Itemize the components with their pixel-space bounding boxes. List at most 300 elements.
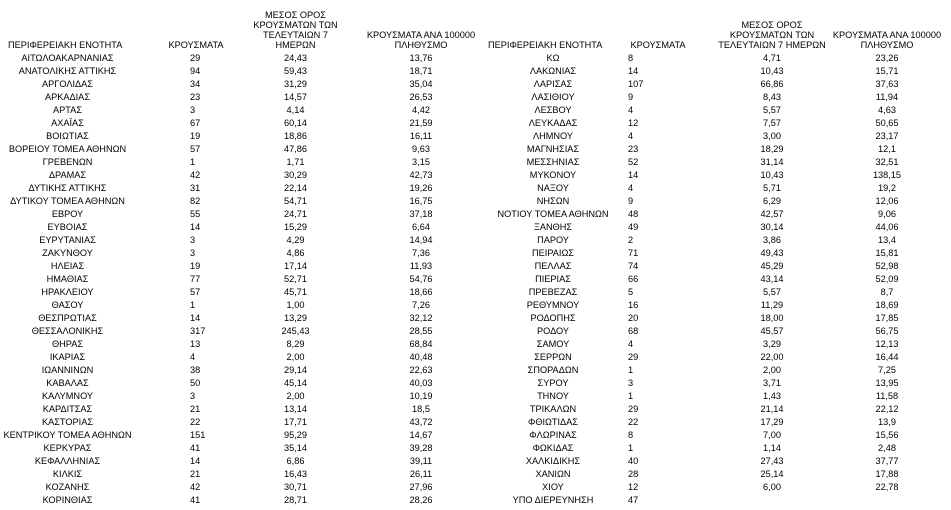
avg7-cell: 45,29 [760,261,784,271]
cases-cell: 107 [628,79,644,89]
avg7-cell: 3,29 [763,339,781,349]
region-cell: ΗΜΑΘΙΑΣ [46,274,89,284]
cases-cell: 4 [628,131,634,141]
per100k-cell: 40,03 [409,378,433,388]
cases-cell: 14 [190,222,201,232]
region-cell: ΧΑΛΚΙΔΙΚΗΣ [525,456,581,466]
avg7-cell: 4,86 [286,248,305,258]
per100k-cell: 6,64 [412,222,430,232]
cases-cell: 49 [628,222,639,232]
region-cell: ΦΛΩΡΙΝΑΣ [529,430,577,440]
region-cell: ΚΕΦΑΛΛΗΝΙΑΣ [34,456,101,466]
avg7-cell: 5,57 [763,105,781,115]
cases-cell: 1 [628,443,634,453]
cases-cell: 29 [190,53,201,63]
cases-cell: 67 [190,118,201,128]
per100k-cell: 17,88 [875,469,899,479]
per100k-cell: 15,81 [875,248,899,258]
table-row [0,286,951,299]
cases-cell: 1 [190,300,196,310]
avg7-cell: 21,14 [760,404,784,414]
cases-cell: 151 [190,430,206,440]
region-cell: ΝΟΤΙΟΥ ΤΟΜΕΑ ΑΘΗΝΩΝ [497,209,609,219]
table-row [0,468,951,481]
per100k-cell: 14,94 [409,235,433,245]
cases-cell: 29 [628,352,639,362]
region-cell: ΜΑΓΝΗΣΙΑΣ [526,144,580,154]
cases-cell: 14 [190,456,201,466]
per100k-cell: 52,09 [875,274,899,284]
per100k-cell: 54,76 [409,274,433,284]
per100k-cell: 9,06 [878,209,896,219]
avg7-cell: 17,29 [760,417,784,427]
header-region-left: ΠΕΡΙΦΕΡΕΙΑΚΗ ΕΝΟΤΗΤΑ [8,40,123,50]
region-cell: ΘΕΣΠΡΩΤΙΑΣ [38,313,97,323]
per100k-cell: 26,53 [409,92,433,102]
cases-cell: 31 [190,183,201,193]
avg7-cell: 2,00 [286,391,305,401]
cases-cell: 29 [628,404,639,414]
table-row [0,169,951,182]
per100k-cell: 16,75 [409,196,433,206]
table-row [0,338,951,351]
cases-cell: 48 [628,209,639,219]
cases-cell: 71 [628,248,639,258]
region-cell: ΚΕΡΚΥΡΑΣ [43,443,92,453]
avg7-cell: 54,71 [284,196,307,206]
per100k-cell: 13,76 [409,53,433,63]
avg7-cell [717,494,827,507]
region-cell: ΚΑΛΥΜΝΟΥ [41,391,94,401]
region-cell: ΗΛΕΙΑΣ [50,261,85,271]
cases-cell: 4 [628,339,634,349]
region-cell: ΣΠΟΡΑΔΩΝ [527,365,579,375]
per100k-cell: 11,94 [875,92,899,102]
region-cell: ΖΑΚΥΝΘΟΥ [42,248,93,258]
per100k-cell: 68,84 [409,339,433,349]
cases-cell: 34 [190,79,201,89]
region-cell: ΚΩ [546,53,560,63]
table-row [0,117,951,130]
avg7-cell: 45,57 [760,326,784,336]
header-per100k-left: ΚΡΟΥΣΜΑΤΑ ΑΝΑ 100000 ΠΛΗΘΥΣΜΟ [366,30,476,50]
avg7-cell: 1,14 [763,443,781,453]
region-cell: ΕΒΡΟΥ [51,209,84,219]
region-cell: ΑΧΑΪΑΣ [51,118,84,128]
per100k-cell [826,494,948,507]
per100k-cell: 21,59 [409,118,433,128]
region-cell: ΔΥΤΙΚΗΣ ΑΤΤΙΚΗΣ [28,183,107,193]
table-row [0,195,951,208]
avg7-cell: 7,57 [763,118,781,128]
cases-cell: 66 [628,274,639,284]
per100k-cell: 9,63 [412,144,430,154]
per100k-cell: 10,19 [409,391,433,401]
cases-cell: 21 [190,404,201,414]
per100k-cell: 23,26 [875,53,899,63]
region-cell: ΘΑΣΟΥ [51,300,84,310]
avg7-cell: 5,71 [763,183,781,193]
per100k-cell: 28,26 [409,495,433,505]
per100k-cell: 18,69 [875,300,899,310]
region-cell: ΚΟΖΑΝΗΣ [45,482,90,492]
per100k-cell: 15,71 [875,66,899,76]
per100k-cell: 22,78 [875,482,899,492]
table-row [0,143,951,156]
avg7-cell: 18,29 [760,144,784,154]
table-row [0,351,951,364]
avg7-cell: 45,14 [284,378,307,388]
table-row [0,234,951,247]
cases-cell: 55 [190,209,201,219]
per100k-cell: 26,11 [409,469,433,479]
cases-cell: 52 [628,157,639,167]
cases-cell: 3 [628,378,634,388]
region-cell: ΙΩΑΝΝΙΝΩΝ [41,365,94,375]
cases-cell: 1 [628,391,634,401]
region-cell: ΑΙΤΩΛΟΑΚΑΡΝΑΝΙΑΣ [21,53,114,63]
per100k-cell: 7,36 [412,248,430,258]
region-cell: ΧΑΝΙΩΝ [535,469,571,479]
header-avg7-right: ΜΕΣΟΣ ΟΡΟΣ ΚΡΟΥΣΜΑΤΩΝ ΤΩΝ ΤΕΛΕΥΤΑΙΩΝ 7 ΗΜΕΡΩΝ [718,20,826,50]
avg7-cell: 30,29 [284,170,307,180]
avg7-cell: 13,29 [284,313,307,323]
region-cell: ΠΙΕΡΙΑΣ [535,274,571,284]
region-cell: ΛΕΣΒΟΥ [534,105,572,115]
cases-cell: 5 [628,287,634,297]
per100k-cell: 35,04 [409,79,433,89]
per100k-cell: 12,13 [875,339,899,349]
cases-cell: 38 [190,365,201,375]
region-cell: ΦΩΚΙΔΑΣ [532,443,574,453]
per100k-cell: 56,75 [875,326,899,336]
per100k-cell: 14,67 [409,430,433,440]
cases-cell: 42 [190,482,201,492]
cases-cell: 82 [190,196,201,206]
table-row [0,273,951,286]
per100k-cell: 18,71 [409,66,433,76]
region-cell: ΚΕΝΤΡΙΚΟΥ ΤΟΜΕΑ ΑΘΗΝΩΝ [3,430,132,440]
cases-cell: 1 [190,157,196,167]
cases-cell: 23 [628,144,639,154]
region-cell: ΧΙΟΥ [542,482,564,492]
region-cell: ΠΕΛΛΑΣ [534,261,572,271]
avg7-cell: 4,14 [286,105,305,115]
cases-cell: 1 [628,365,634,375]
avg7-cell: 95,29 [284,430,307,440]
table-row [0,481,951,494]
region-cell: ΕΥΡΥΤΑΝΙΑΣ [39,235,96,245]
table-row [0,156,951,169]
region-cell: ΤΗΝΟΥ [537,391,569,401]
per100k-cell: 16,44 [875,352,899,362]
region-cell: ΛΑΡΙΣΑΣ [533,79,573,89]
avg7-cell: 3,71 [763,378,781,388]
cases-cell: 3 [190,248,196,258]
avg7-cell: 35,14 [284,443,307,453]
avg7-cell: 10,43 [760,170,784,180]
avg7-cell: 47,86 [284,144,307,154]
per100k-cell: 22,63 [409,365,433,375]
per100k-cell: 13,9 [878,417,896,427]
avg7-cell: 59,43 [284,66,307,76]
per100k-cell: 7,26 [412,300,430,310]
per100k-cell: 13,4 [878,235,896,245]
cases-cell: 317 [190,326,206,336]
avg7-cell: 15,29 [284,222,307,232]
table-row [0,104,951,117]
header-cases-left: ΚΡΟΥΣΜΑΤΑ [168,40,224,50]
region-cell: ΠΡΕΒΕΖΑΣ [528,287,578,297]
avg7-cell: 14,57 [284,92,307,102]
region-cell: ΣΑΜΟΥ [536,339,570,349]
avg7-cell: 22,14 [284,183,307,193]
cases-cell: 42 [190,170,201,180]
region-cell: ΡΟΔΟΠΗΣ [530,313,576,323]
avg7-cell: 24,43 [284,53,307,63]
region-cell: ΔΡΑΜΑΣ [48,170,87,180]
cases-cell: 8 [628,53,634,63]
per100k-cell: 11,58 [875,391,899,401]
per100k-cell: 16,11 [409,131,433,141]
region-cell: ΤΡΙΚΑΛΩΝ [529,404,577,414]
avg7-cell: 31,29 [284,79,307,89]
cases-cell: 16 [628,300,639,310]
avg7-cell: 24,71 [284,209,307,219]
table-row [0,78,951,91]
cases-cell: 57 [190,144,201,154]
cases-cell: 40 [628,456,639,466]
per100k-cell: 37,63 [875,79,899,89]
cases-cell: 41 [190,443,201,453]
avg7-cell: 60,14 [284,118,307,128]
region-cell: ΞΑΝΘΗΣ [533,222,573,232]
avg7-cell: 2,00 [763,365,781,375]
cases-cell: 19 [190,261,201,271]
cases-cell: 12 [628,482,639,492]
region-cell: ΚΟΡΙΝΘΙΑΣ [42,495,93,505]
avg7-cell: 11,29 [760,300,784,310]
per100k-cell: 44,06 [875,222,899,232]
table-row [0,221,951,234]
avg7-cell: 49,43 [760,248,784,258]
table-row [0,390,951,403]
region-cell: ΚΑΣΤΟΡΙΑΣ [41,417,93,427]
region-cell: ΚΑΒΑΛΑΣ [46,378,89,388]
region-cell: ΣΥΡΟΥ [537,378,569,388]
per100k-cell: 39,11 [409,456,433,466]
avg7-cell: 3,00 [763,131,781,141]
table-row [0,312,951,325]
region-cell: ΠΑΡΟΥ [537,235,569,245]
avg7-cell: 6,86 [286,456,305,466]
cases-cell: 19 [190,131,201,141]
cases-cell: 9 [628,196,634,206]
region-cell: ΝΑΞΟΥ [537,183,569,193]
avg7-cell: 6,29 [763,196,781,206]
per100k-cell: 37,18 [409,209,433,219]
per100k-cell: 4,42 [412,105,430,115]
avg7-cell: 10,43 [760,66,784,76]
avg7-cell: 1,00 [286,300,305,310]
cases-cell: 77 [190,274,201,284]
region-cell: ΡΕΘΥΜΝΟΥ [526,300,580,310]
cases-cell: 68 [628,326,639,336]
cases-cell: 22 [628,417,639,427]
region-cell: ΛΑΚΩΝΙΑΣ [529,66,577,76]
avg7-cell: 1,71 [286,157,305,167]
header-region-right: ΠΕΡΙΦΕΡΕΙΑΚΗ ΕΝΟΤΗΤΑ [488,40,603,50]
region-cell: ΛΑΣΙΘΙΟΥ [531,92,575,102]
cases-cell: 57 [190,287,201,297]
avg7-cell: 7,00 [763,430,781,440]
region-cell: ΘΕΣΣΑΛΟΝΙΚΗΣ [31,326,104,336]
cases-cell: 12 [628,118,639,128]
avg7-cell: 52,71 [284,274,307,284]
avg7-cell: 31,14 [760,157,784,167]
per100k-cell: 52,98 [875,261,899,271]
region-cell: ΚΑΡΔΙΤΣΑΣ [42,404,93,414]
per100k-cell: 42,73 [409,170,433,180]
avg7-cell: 16,43 [284,469,307,479]
region-cell: ΥΠΟ ΔΙΕΡΕΥΝΗΣΗ [512,495,594,505]
avg7-cell: 4,29 [286,235,305,245]
cases-cell: 14 [628,66,639,76]
per100k-cell: 11,93 [409,261,433,271]
table-row [0,442,951,455]
per100k-cell: 22,12 [875,404,899,414]
avg7-cell: 17,14 [284,261,307,271]
cases-cell: 23 [190,92,201,102]
per100k-cell: 27,96 [409,482,433,492]
cases-cell: 4 [628,105,634,115]
avg7-cell: 18,86 [284,131,307,141]
per100k-cell: 39,28 [409,443,433,453]
table-row [0,65,951,78]
avg7-cell: 45,71 [284,287,307,297]
region-cell: ΔΥΤΙΚΟΥ ΤΟΜΕΑ ΑΘΗΝΩΝ [10,196,125,206]
per100k-cell: 19,2 [878,183,896,193]
cases-cell: 9 [628,92,634,102]
cases-cell: 4 [190,352,196,362]
table-row [0,52,951,65]
avg7-cell: 1,43 [763,391,781,401]
table-row [0,325,951,338]
avg7-cell: 28,71 [284,495,307,505]
region-cell: ΜΥΚΟΝΟΥ [529,170,577,180]
per100k-cell: 23,17 [875,131,899,141]
per100k-cell: 28,55 [409,326,433,336]
region-cell: ΦΘΙΩΤΙΔΑΣ [527,417,578,427]
avg7-cell: 245,43 [281,326,310,336]
table-row [0,429,951,442]
region-cell: ΒΟΙΩΤΙΑΣ [46,131,89,141]
per100k-cell: 18,5 [412,404,430,414]
per100k-cell: 12,06 [875,196,899,206]
table-row [0,91,951,104]
avg7-cell: 4,71 [763,53,781,63]
per100k-cell: 8,7 [880,287,894,297]
per100k-cell: 138,15 [872,170,902,180]
table-row [0,416,951,429]
cases-cell: 21 [190,469,201,479]
per100k-cell: 37,77 [875,456,899,466]
per100k-cell: 15,56 [875,430,899,440]
cases-cell: 2 [628,235,634,245]
per100k-cell: 18,66 [409,287,433,297]
cases-cell: 3 [190,105,196,115]
avg7-cell: 17,71 [284,417,307,427]
per100k-cell: 40,48 [409,352,433,362]
region-cell: ΛΗΜΝΟΥ [532,131,574,141]
region-cell: ΕΥΒΟΙΑΣ [47,222,88,232]
region-cell: ΙΚΑΡΙΑΣ [49,352,86,362]
avg7-cell: 27,43 [760,456,784,466]
avg7-cell: 6,00 [763,482,781,492]
header-per100k-right: ΚΡΟΥΣΜΑΤΑ ΑΝΑ 100000 ΠΛΗΘΥΣΜΟ [832,30,942,50]
per100k-cell: 2,48 [878,443,896,453]
cases-cell: 14 [190,313,201,323]
avg7-cell: 43,14 [760,274,784,284]
region-cell: ΠΕΙΡΑΙΩΣ [532,248,574,258]
avg7-cell: 30,71 [284,482,307,492]
cases-cell: 94 [190,66,201,76]
per100k-cell: 32,12 [409,313,433,323]
avg7-cell: 8,43 [763,92,781,102]
avg7-cell: 3,86 [763,235,781,245]
per100k-cell: 13,95 [875,378,899,388]
header-avg7-left: ΜΕΣΟΣ ΟΡΟΣ ΚΡΟΥΣΜΑΤΩΝ ΤΩΝ ΤΕΛΕΥΤΑΙΩΝ 7 ΗΜΕΡΩΝ [253,10,338,50]
cases-cell: 74 [628,261,639,271]
table-row [0,403,951,416]
region-cell: ΚΙΛΚΙΣ [52,469,83,479]
cases-cell: 50 [190,378,201,388]
per100k-cell: 17,85 [875,313,899,323]
per100k-cell: 12,1 [878,144,896,154]
region-cell: ΒΟΡΕΙΟΥ ΤΟΜΕΑ ΑΘΗΝΩΝ [8,144,127,154]
avg7-cell: 30,14 [760,222,784,232]
table-row [0,494,951,507]
region-cell: ΑΡΓΟΛΙΔΑΣ [42,79,93,89]
avg7-cell: 2,00 [286,352,305,362]
region-cell: ΣΕΡΡΩΝ [534,352,572,362]
avg7-cell: 22,00 [760,352,784,362]
cases-cell: 28 [628,469,639,479]
region-cell: ΓΡΕΒΕΝΩΝ [42,157,93,167]
region-cell: ΡΟΔΟΥ [536,326,569,336]
per100k-cell: 7,25 [878,365,896,375]
cases-cell: 14 [628,170,639,180]
table-row [0,377,951,390]
per100k-cell: 4,63 [878,105,896,115]
table-row [0,130,951,143]
cases-cell: 13 [190,339,201,349]
region-cell: ΜΕΣΣΗΝΙΑΣ [526,157,580,167]
table-row [0,455,951,468]
region-cell: ΗΡΑΚΛΕΙΟΥ [41,287,94,297]
cases-cell: 3 [190,391,196,401]
avg7-cell: 8,29 [286,339,305,349]
region-cell: ΑΝΑΤΟΛΙΚΗΣ ΑΤΤΙΚΗΣ [18,66,117,76]
cases-cell: 22 [190,417,201,427]
table-row [0,260,951,273]
avg7-cell: 13,14 [284,404,307,414]
cases-cell: 47 [628,495,639,505]
cases-cell: 20 [628,313,639,323]
table-row [0,364,951,377]
per100k-cell: 50,65 [875,118,899,128]
cases-cell: 3 [190,235,196,245]
